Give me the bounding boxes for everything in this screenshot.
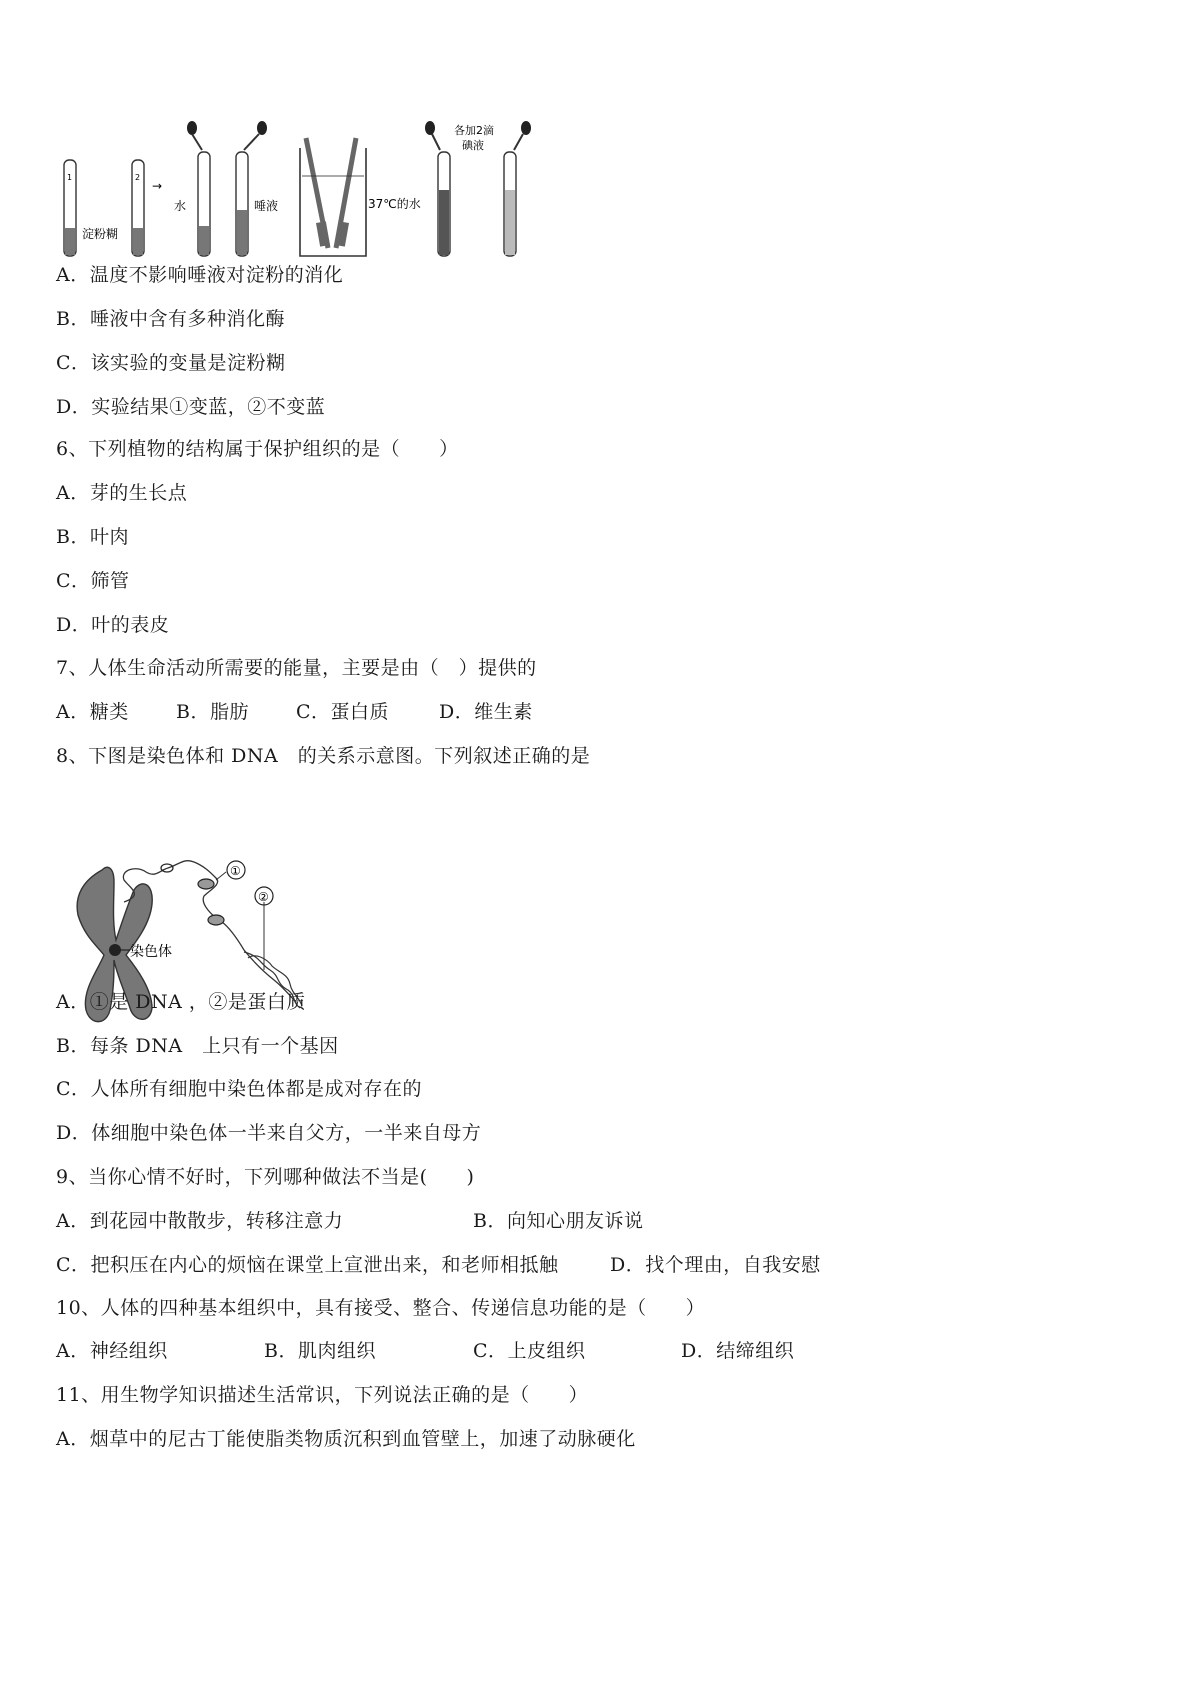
q7-option-b: B．脂肪 bbox=[176, 701, 249, 723]
iodine-label-2: 碘液 bbox=[462, 139, 484, 152]
saliva-label: 唾液 bbox=[254, 199, 279, 213]
q8-option-b: B．每条 DNA 上只有一个基因 bbox=[56, 1035, 339, 1057]
q9-stem: 9、当你心情不好时，下列哪种做法不当是( ) bbox=[56, 1166, 475, 1188]
svg-text:1: 1 bbox=[67, 173, 73, 182]
q5-option-d: D．实验结果①变蓝，②不变蓝 bbox=[56, 396, 326, 418]
q9-option-a: A．到花园中散散步，转移注意力 bbox=[56, 1210, 344, 1232]
q10-stem: 10、人体的四种基本组织中，具有接受、整合、传递信息功能的是（ ） bbox=[56, 1297, 706, 1319]
q6-option-a: A．芽的生长点 bbox=[56, 482, 188, 504]
arrow-icon: → bbox=[152, 179, 163, 193]
q8-option-d: D．体细胞中染色体一半来自父方，一半来自母方 bbox=[56, 1122, 482, 1144]
q6-option-c: C．筛管 bbox=[56, 570, 130, 592]
q10-option-c: C．上皮组织 bbox=[473, 1340, 586, 1362]
q7-option-d: D．维生素 bbox=[439, 701, 533, 723]
dna-strand-icon bbox=[123, 861, 302, 1008]
starch-experiment-figure bbox=[56, 118, 576, 263]
label-1: ① bbox=[230, 864, 241, 878]
q8-stem: 8、下图是染色体和 DNA 的关系示意图。下列叙述正确的是 bbox=[56, 745, 591, 767]
q10-option-b: B．肌肉组织 bbox=[264, 1340, 376, 1362]
chromosome-label: 染色体 bbox=[130, 944, 172, 960]
svg-text:2: 2 bbox=[135, 173, 141, 182]
q5-option-b: B．唾液中含有多种消化酶 bbox=[56, 308, 285, 330]
q6-stem: 6、下列植物的结构属于保护组织的是（ ） bbox=[56, 438, 459, 460]
starch-label: 淀粉糊 bbox=[82, 227, 119, 241]
q5-option-c: C．该实验的变量是淀粉糊 bbox=[56, 352, 286, 374]
water-label: 水 bbox=[174, 199, 187, 213]
q6-option-d: D．叶的表皮 bbox=[56, 614, 170, 636]
q8-option-c: C．人体所有细胞中染色体都是成对存在的 bbox=[56, 1078, 423, 1100]
q7-stem: 7、人体生命活动所需要的能量，主要是由（ ）提供的 bbox=[56, 657, 537, 679]
q5-option-a: A．温度不影响唾液对淀粉的消化 bbox=[56, 264, 344, 286]
water-bath-label: 37℃的水 bbox=[368, 197, 421, 211]
q7-option-c: C．蛋白质 bbox=[296, 701, 390, 723]
q10-option-d: D．结缔组织 bbox=[681, 1340, 795, 1362]
q10-option-a: A．神经组织 bbox=[56, 1340, 168, 1362]
q11-option-a: A．烟草中的尼古丁能使脂类物质沉积到血管壁上，加速了动脉硬化 bbox=[56, 1428, 636, 1450]
label-2: ② bbox=[258, 890, 269, 904]
q8-option-a: A．①是 DNA ，②是蛋白质 bbox=[56, 991, 306, 1013]
q6-option-b: B．叶肉 bbox=[56, 526, 129, 548]
q7-option-a: A．糖类 bbox=[56, 701, 129, 723]
q11-stem: 11、用生物学知识描述生活常识，下列说法正确的是（ ） bbox=[56, 1384, 589, 1406]
iodine-label: 各加2滴 bbox=[454, 124, 494, 137]
q9-option-b: B．向知心朋友诉说 bbox=[473, 1210, 644, 1232]
q9-option-c: C．把积压在内心的烦恼在课堂上宣泄出来，和老师相抵触 bbox=[56, 1254, 559, 1276]
q9-option-d: D．找个理由，自我安慰 bbox=[610, 1254, 821, 1276]
